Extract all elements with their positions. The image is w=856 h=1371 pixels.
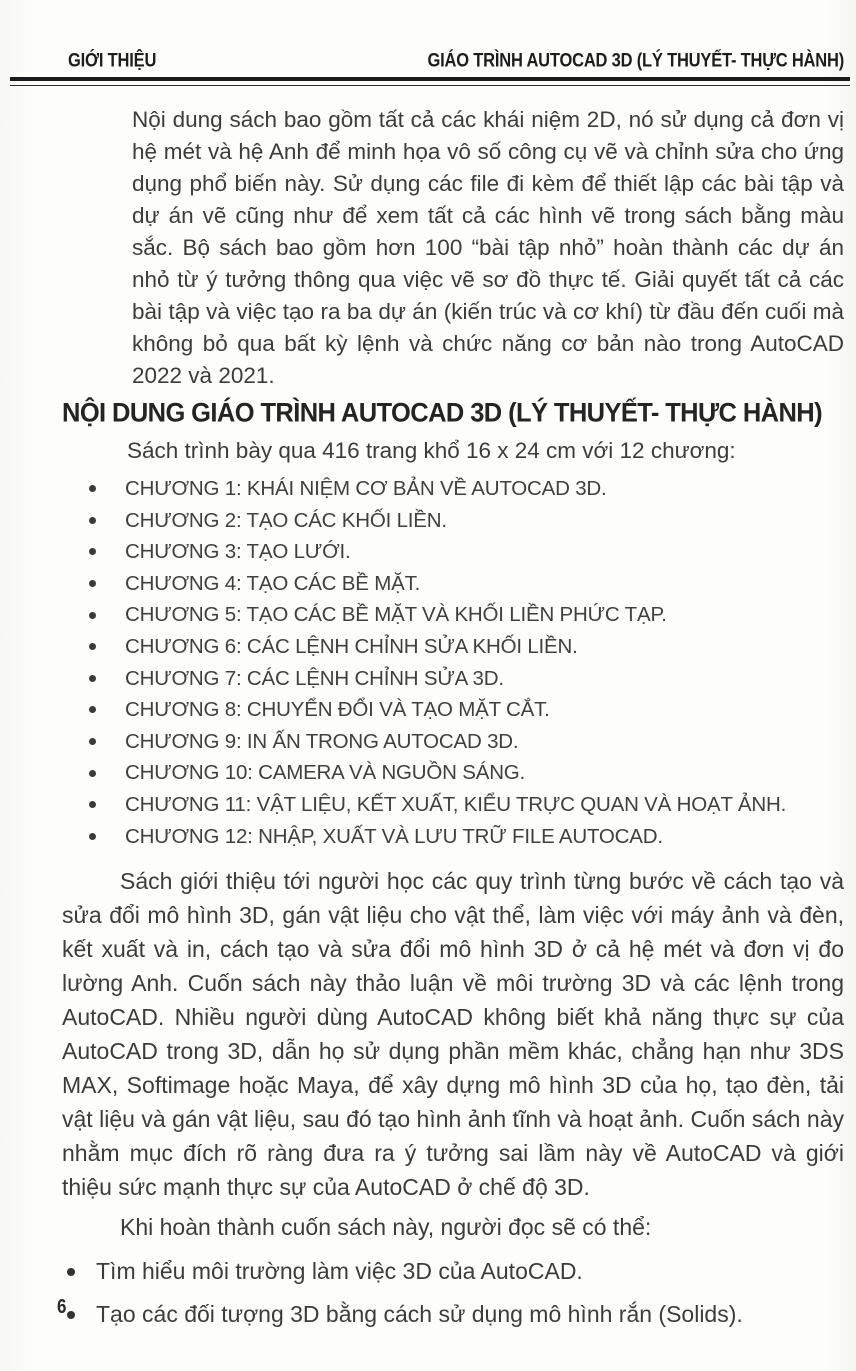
outcome-label: Tìm hiểu môi trường làm việc 3D của AutoCAD. (96, 1258, 583, 1285)
chapter-label: CHƯƠNG 6: CÁC LỆNH CHỈNH SỬA KHỐI LIỀN. (125, 634, 578, 658)
bullet-marker (89, 738, 96, 745)
running-header-title: GIÁO TRÌNH AUTOCAD 3D (LÝ THUYẾT- THỰC HÀNH) (427, 50, 844, 72)
body-paragraph: Sách giới thiệu tới người học các quy trình từng bước về cách tạo và sửa đổi mô hình 3D, gán vật liệu cho vật thể, làm việc với máy ảnh và đèn, kết xuất và in, cách tạo và sửa đổi mô hình 3D ở cả hệ mét và đơn vị đo lường Anh. Cuốn sách này thảo luận về môi trường 3D và các lệnh trong AutoCAD. Nhiều người dùng AutoCAD không biết khả năng thực sự của AutoCAD trong 3D, dẫn họ sử dụng phần mềm khác, chẳng hạn như 3DS MAX, Softimage hoặc Maya, để xây dựng mô hình 3D của họ, tạo đèn, tải vật liệu và gán vật liệu, sau đó tạo hình ảnh tĩnh và hoạt ảnh. Cuốn sách này nhằm mục đích rõ ràng đưa ra ý tưởng sai lầm này về AutoCAD và giới thiệu sức mạnh thực sự của AutoCAD ở chế độ 3D. (62, 868, 844, 1201)
chapter-label: CHƯƠNG 11: VẬT LIỆU, KẾT XUẤT, KIỂU TRỰC QUAN VÀ HOẠT ẢNH. (125, 792, 787, 816)
bullet-marker (89, 706, 96, 713)
bullet-marker (89, 643, 96, 650)
chapter-item (89, 821, 844, 853)
chapter-label: CHƯƠNG 8: CHUYỂN ĐỔI VÀ TẠO MẶT CẮT. (125, 698, 550, 722)
section-heading: NỘI DUNG GIÁO TRÌNH AUTOCAD 3D (LÝ THUYẾT- THỰC HÀNH) (62, 398, 823, 428)
chapter-item (89, 789, 844, 821)
chapter-label: CHƯƠNG 3: TẠO LƯỚI. (125, 540, 351, 564)
chapter-label: CHƯƠNG 2: TẠO CÁC KHỐI LIỀN. (125, 508, 447, 532)
bullet-marker (89, 675, 96, 682)
chapter-label: CHƯƠNG 10: CAMERA VÀ NGUỒN SÁNG. (125, 761, 526, 785)
chapter-label: CHƯƠNG 12: NHẬP, XUẤT VÀ LƯU TRỮ FILE AUTOCAD. (125, 824, 663, 848)
chapter-label: CHƯƠNG 9: IN ẤN TRONG AUTOCAD 3D. (125, 729, 519, 753)
bullet-marker (67, 1311, 75, 1319)
header-rule-thin (10, 85, 850, 86)
outcome-list (62, 1255, 844, 1331)
running-header (68, 50, 844, 72)
chapter-item (89, 694, 844, 726)
chapter-item (89, 663, 844, 695)
page-content (0, 104, 856, 1341)
chapter-item (89, 473, 844, 505)
outcome-item (67, 1298, 844, 1331)
bullet-marker (89, 517, 96, 524)
chapter-label: CHƯƠNG 1: KHÁI NIỆM CƠ BẢN VỀ AUTOCAD 3D. (125, 477, 607, 500)
chapter-label: CHƯƠNG 4: TẠO CÁC BỀ MẶT. (125, 571, 421, 595)
bullet-marker (89, 580, 96, 587)
header-rule-thick (10, 77, 850, 81)
chapter-item (89, 757, 844, 789)
page-number: 6 (57, 1295, 67, 1318)
running-header-section: GIỚI THIỆU (68, 50, 157, 72)
bullet-marker (89, 612, 96, 619)
chapter-label: CHƯƠNG 5: TẠO CÁC BỀ MẶT VÀ KHỐI LIỀN PHỨC TẠP. (125, 603, 667, 627)
chapter-item (89, 568, 844, 600)
chapter-label: CHƯƠNG 7: CÁC LỆNH CHỈNH SỬA 3D. (125, 666, 504, 690)
bullet-marker (89, 485, 96, 492)
chapter-item (89, 631, 844, 663)
bullet-marker (89, 548, 96, 555)
chapter-list (62, 473, 844, 852)
bullet-marker (89, 833, 96, 840)
intro-paragraph: Nội dung sách bao gồm tất cả các khái niệm 2D, nó sử dụng cả đơn vị hệ mét và hệ Anh để minh họa vô số công cụ vẽ và chỉnh sửa cho ứng dụng phổ biến này. Sử dụng các file đi kèm để thiết lập các bài tập và dự án vẽ cũng như để xem tất cả các hình vẽ trong sách bằng màu sắc. Bộ sách bao gồm hơn 100 “bài tập nhỏ” hoàn thành các dự án nhỏ từ ý tưởng thông qua việc vẽ sơ đồ thực tế. Giải quyết tất cả các bài tập và việc tạo ra ba dự án (kiến trúc và cơ khí) từ đầu đến cuối mà không bỏ qua bất kỳ lệnh và chức năng cơ bản nào trong AutoCAD 2022 và 2021. (132, 107, 844, 388)
chapter-item (89, 599, 844, 631)
outcome-label: Tạo các đối tượng 3D bằng cách sử dụng mô hình rắn (Solids). (96, 1301, 743, 1328)
lead-line: Sách trình bày qua 416 trang khổ 16 x 24 cm với 12 chương: (127, 438, 736, 463)
chapter-item (89, 726, 844, 758)
bullet-marker (89, 770, 96, 777)
bullet-marker (89, 801, 96, 808)
outcome-item (67, 1255, 844, 1288)
bullet-marker (67, 1268, 75, 1276)
chapter-item (89, 536, 844, 568)
closing-line: Khi hoàn thành cuốn sách này, người đọc sẽ có thể: (120, 1214, 652, 1241)
chapter-item (89, 505, 844, 537)
